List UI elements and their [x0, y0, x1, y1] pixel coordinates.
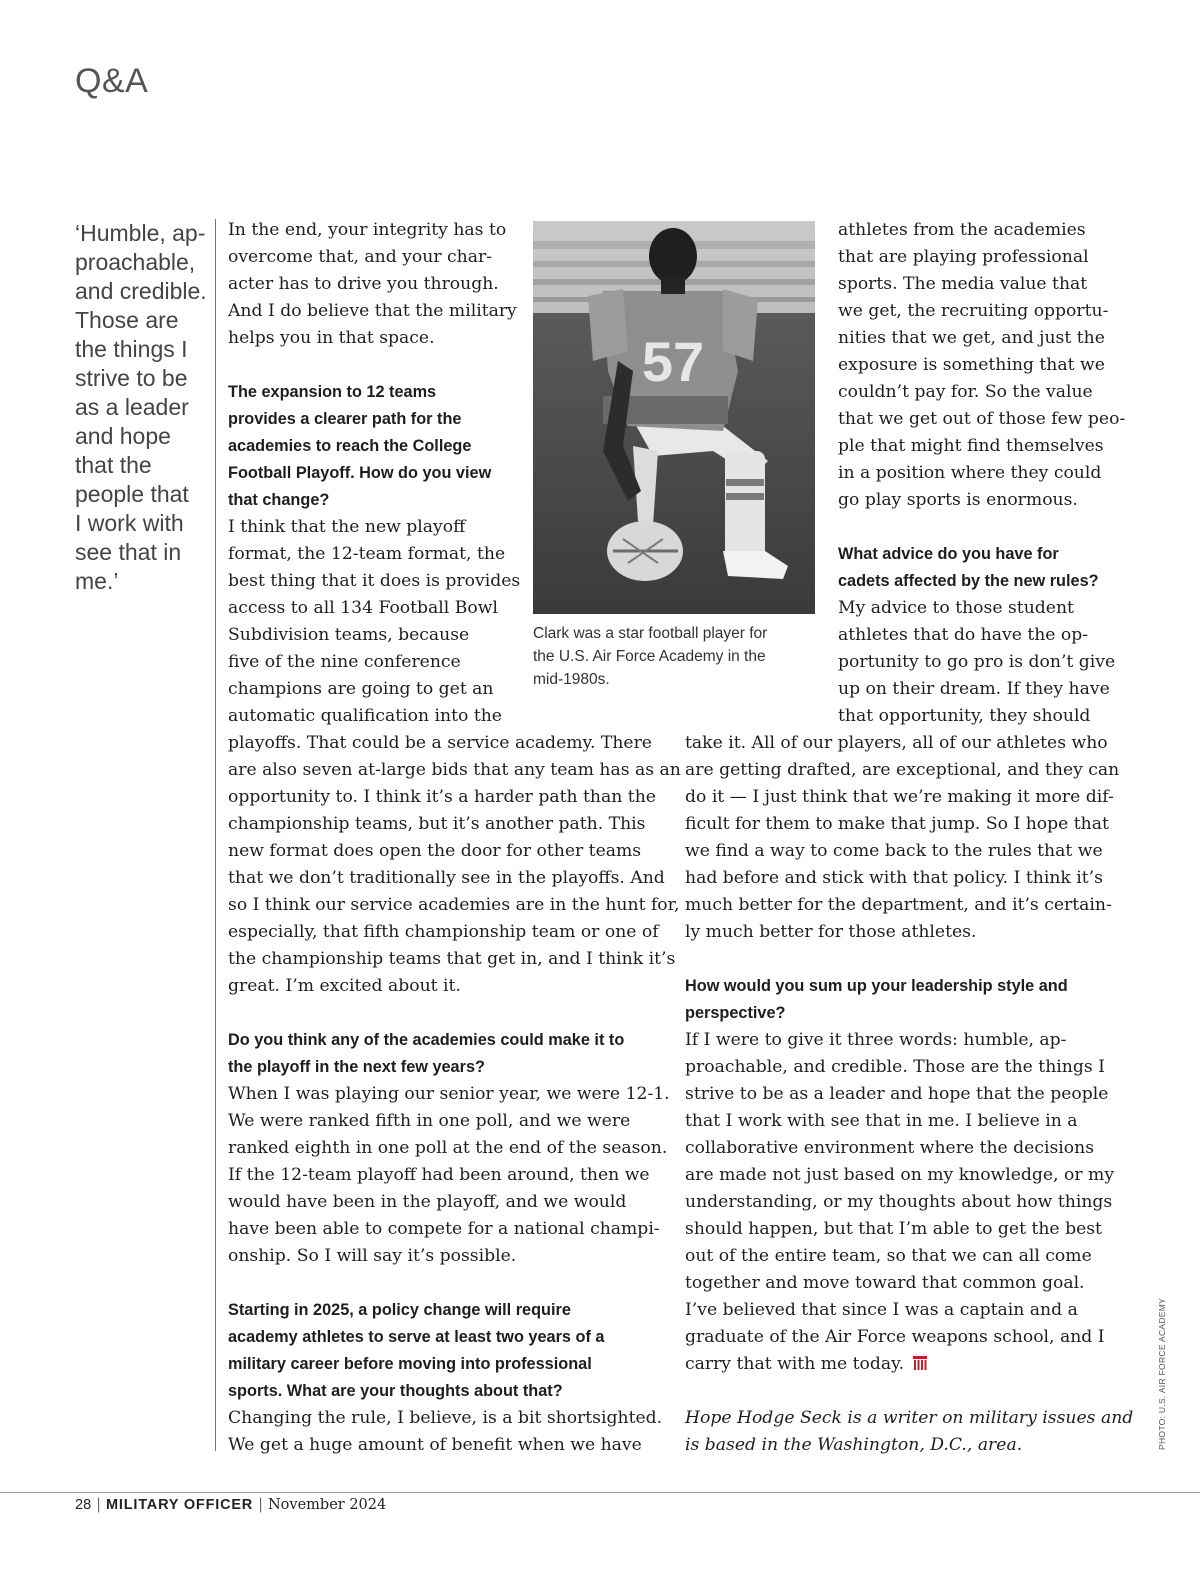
question-3: Starting in 2025, a policy change will require: [228, 1301, 571, 1319]
body-line: We get a huge amount of benefit when we have: [228, 1435, 642, 1455]
body-line: understanding, or my thoughts about how things: [685, 1192, 1113, 1212]
body-text: carry that with me today.: [685, 1354, 905, 1374]
body-line: would have been in the playoff, and we would: [228, 1192, 627, 1212]
column-2-lower: [685, 730, 1133, 1459]
body-line: up on their dream. If they have: [838, 679, 1110, 699]
body-line: I think that the new playoff: [228, 517, 466, 537]
body-line: ly much better for those athletes.: [685, 922, 977, 942]
body-line: together and move toward that common goal.: [685, 1273, 1085, 1293]
body-line: had before and stick with that policy. I think it’s: [685, 868, 1103, 888]
body-line: are getting drafted, are exceptional, and they can: [685, 760, 1120, 780]
body-line: And I do believe that the military: [228, 301, 517, 321]
body-line: graduate of the Air Force weapons school, and I: [685, 1327, 1105, 1347]
body-line: ficult for them to make that jump. So I hope that: [685, 814, 1109, 834]
body-line: great. I’m excited about it.: [228, 976, 461, 996]
body-line: that I work with see that in me. I believe in a: [685, 1111, 1078, 1131]
page-number: 28: [75, 1497, 92, 1513]
footer-separator: |: [258, 1497, 263, 1513]
end-mark-icon: [912, 1355, 928, 1371]
body-line: in a position where they could: [838, 463, 1102, 483]
body-line: exposure is something that we: [838, 355, 1105, 375]
caption-line: mid-1980s.: [533, 671, 610, 688]
body-line: best thing that it does is provides: [228, 571, 521, 591]
column-divider: [215, 219, 216, 1451]
pull-quote-line: the things I: [75, 336, 188, 362]
body-line: we find a way to come back to the rules that we: [685, 841, 1103, 861]
body-line: When I was playing our senior year, we were 12-1.: [228, 1084, 670, 1104]
body-line: athletes that do have the op-: [838, 625, 1089, 645]
body-line: collaborative environment where the decisions: [685, 1138, 1095, 1158]
body-line: onship. So I will say it’s possible.: [228, 1246, 517, 1266]
pull-quote-line: Those are: [75, 307, 179, 333]
question-1: The expansion to 12 teams: [228, 383, 437, 401]
body-line: access to all 134 Football Bowl: [228, 598, 498, 618]
question-4: cadets affected by the new rules?: [838, 572, 1099, 590]
issue-date: November 2024: [267, 1497, 387, 1513]
body-line: the championship teams that get in, and I think it’s: [228, 949, 676, 969]
body-line: If I were to give it three words: humble, ap-: [685, 1030, 1067, 1050]
body-line: have been able to compete for a national champi-: [228, 1219, 660, 1239]
section-label: Q&A: [75, 62, 149, 100]
body-line: are also seven at-large bids that any team has as an: [228, 760, 681, 780]
pull-quote: [75, 219, 210, 596]
body-line: overcome that, and your char-: [228, 247, 492, 267]
question-1: Football Playoff. How do you view: [228, 464, 492, 482]
body-line: we get, the recruiting opportu-: [838, 301, 1109, 321]
question-1: that change?: [228, 491, 330, 509]
author-byline: is based in the Washington, D.C., area.: [685, 1435, 1023, 1455]
question-2: the playoff in the next few years?: [228, 1058, 485, 1076]
column-3-top: [838, 217, 1125, 730]
column-1-top: [228, 217, 520, 730]
author-byline: Hope Hodge Seck is a writer on military issues and: [685, 1408, 1134, 1428]
pull-quote-line: see that in: [75, 539, 182, 565]
body-line: automatic qualification into the: [228, 706, 502, 726]
pull-quote-line: that the: [75, 452, 152, 478]
body-line: out of the entire team, so that we can all come: [685, 1246, 1092, 1266]
body-line: go play sports is enormous.: [838, 490, 1078, 510]
body-line: opportunity to. I think it’s a harder path than the: [228, 787, 656, 807]
body-line: much better for the department, and it’s certain-: [685, 895, 1112, 915]
footer-rule: [0, 1492, 1200, 1493]
pull-quote-line: me.’: [75, 568, 119, 594]
question-4: What advice do you have for: [838, 545, 1059, 563]
pull-quote-line: strive to be: [75, 365, 188, 391]
body-line: that are playing professional: [838, 247, 1089, 267]
body-line: playoffs. That could be a service academy. There: [228, 733, 652, 753]
question-1: academies to reach the College: [228, 437, 472, 455]
caption-line: the U.S. Air Force Academy in the: [533, 648, 766, 665]
body-line: I’ve believed that since I was a captain and a: [685, 1300, 1078, 1320]
question-1: provides a clearer path for the: [228, 410, 462, 428]
column-1-lower: [228, 730, 681, 1459]
footer-separator: |: [96, 1497, 102, 1513]
body-line: portunity to go pro is don’t give: [838, 652, 1116, 672]
football-player-image: [533, 221, 815, 614]
photo-credit: PHOTO: U.S. AIR FORCE ACADEMY: [1157, 1297, 1167, 1450]
body-line: that opportunity, they should: [838, 706, 1091, 726]
body-line: helps you in that space.: [228, 328, 435, 348]
body-line: that we don’t traditionally see in the playoffs. And: [228, 868, 665, 888]
body-line: should happen, but that I’m able to get the best: [685, 1219, 1102, 1239]
body-line: acter has to drive you through.: [228, 274, 499, 294]
body-line: that we get out of those few peo-: [838, 409, 1126, 429]
body-line: couldn’t pay for. So the value: [838, 382, 1093, 402]
body-line: are made not just based on my knowledge, or my: [685, 1165, 1115, 1185]
body-line: sports. The media value that: [838, 274, 1088, 294]
question-3: sports. What are your thoughts about that?: [228, 1382, 563, 1400]
pull-quote-line: and credible.: [75, 278, 207, 304]
body-line: We were ranked fifth in one poll, and we were: [228, 1111, 631, 1131]
question-3: academy athletes to serve at least two years of a: [228, 1328, 605, 1346]
pull-quote-line: proachable,: [75, 249, 196, 275]
body-line: especially, that fifth championship team or one of: [228, 922, 659, 942]
body-line: do it — I just think that we’re making it more dif-: [685, 787, 1114, 807]
body-line: athletes from the academies: [838, 220, 1086, 240]
body-line: If the 12-team playoff had been around, then we: [228, 1165, 650, 1185]
body-line: My advice to those student: [838, 598, 1074, 618]
pull-quote-line: as a leader: [75, 394, 189, 420]
pull-quote-line: I work with: [75, 510, 184, 536]
body-line: nities that we get, and just the: [838, 328, 1105, 348]
page-footer: [75, 1497, 386, 1513]
magazine-name: MILITARY OFFICER: [106, 1497, 254, 1513]
body-line: strive to be as a leader and hope that the people: [685, 1084, 1109, 1104]
question-3: military career before moving into professional: [228, 1355, 592, 1373]
body-line: In the end, your integrity has to: [228, 220, 507, 240]
body-line: format, the 12-team format, the: [228, 544, 506, 564]
body-line: champions are going to get an: [228, 679, 494, 699]
question-5: How would you sum up your leadership style and: [685, 977, 1068, 995]
pull-quote-line: people that: [75, 481, 189, 507]
pull-quote-line: ‘Humble, ap-: [75, 220, 206, 246]
body-line: new format does open the door for other teams: [228, 841, 642, 861]
body-line: championship teams, but it’s another path. This: [228, 814, 646, 834]
question-2: Do you think any of the academies could make it to: [228, 1031, 625, 1049]
body-line: take it. All of our players, all of our athletes who: [685, 733, 1108, 753]
player-photo: [533, 221, 815, 614]
body-line: proachable, and credible. Those are the things I: [685, 1057, 1105, 1077]
body-line: Changing the rule, I believe, is a bit shortsighted.: [228, 1408, 663, 1428]
pull-quote-line: and hope: [75, 423, 171, 449]
body-line: ranked eighth in one poll at the end of the season.: [228, 1138, 668, 1158]
jersey-number: 57: [641, 330, 705, 393]
photo-caption: [533, 622, 818, 691]
question-5: perspective?: [685, 1004, 786, 1022]
caption-line: Clark was a star football player for: [533, 625, 768, 642]
body-line-final: [685, 1351, 1133, 1378]
body-line: Subdivision teams, because: [228, 625, 470, 645]
body-line: ple that might find themselves: [838, 436, 1104, 456]
body-line: five of the nine conference: [228, 652, 461, 672]
body-line: so I think our service academies are in the hunt for,: [228, 895, 680, 915]
